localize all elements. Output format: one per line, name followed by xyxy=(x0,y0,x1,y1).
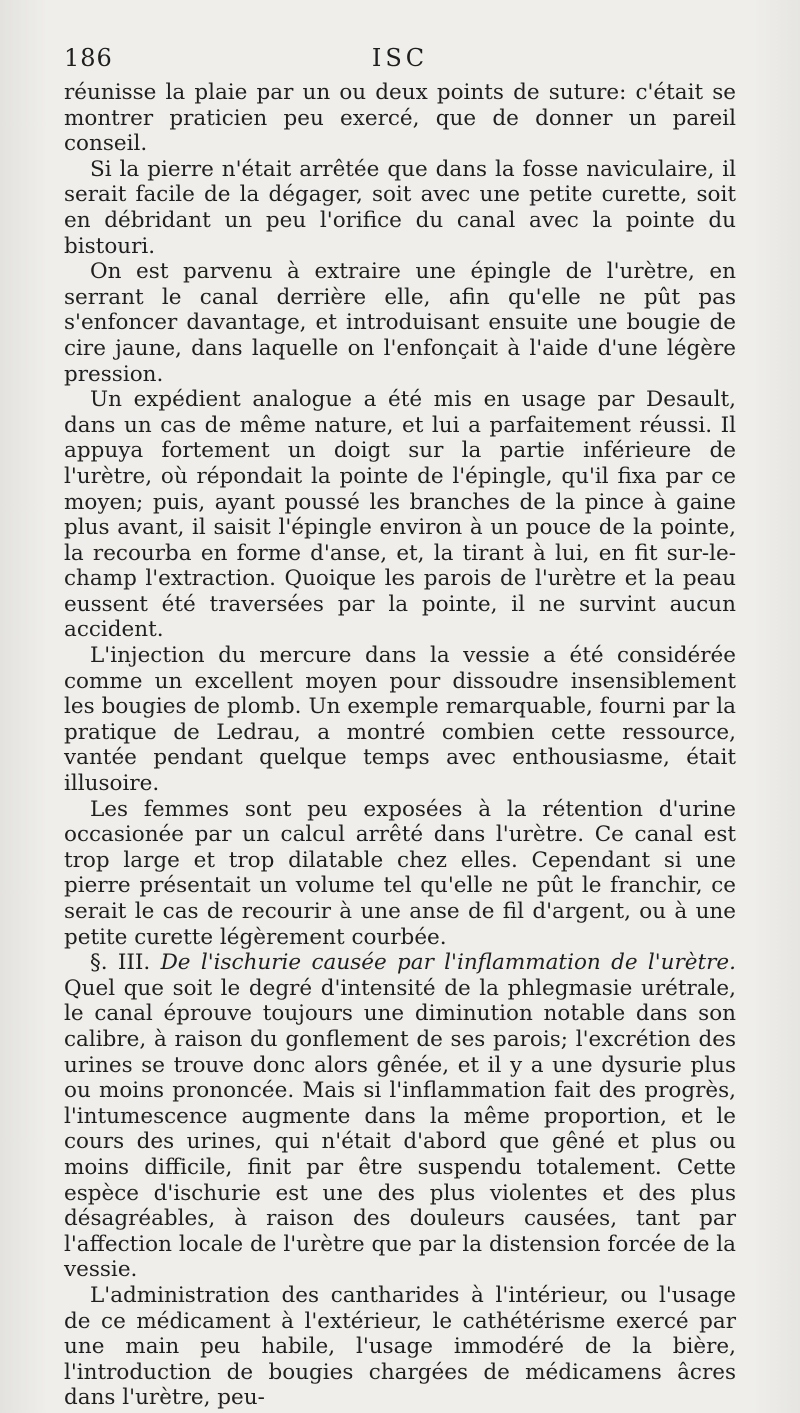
paragraph-3: On est parvenu à extraire une épingle de l'urètre, en serrant le canal derrière elle, afin qu'elle ne pût pas s'enfoncer davantage, et introduisant ensuite une bougie de cire jaune, dans laquelle on l'enfonçait à l'aide d'une légère pression. xyxy=(64,259,736,387)
page-header xyxy=(64,44,736,80)
section-number: §. III. xyxy=(90,950,151,976)
running-head: ISC xyxy=(371,44,429,72)
paragraph-6: Les femmes sont peu exposées à la rétention d'urine occasionée par un calcul arrêté dans l'urètre. Ce canal est trop large et trop dilatable chez elles. Cependant si une pierre présentait un volume tel qu'elle ne pût le franchir, ce serait le cas de recourir à une anse de fil d'argent, ou à une petite curette légèrement courbée. xyxy=(64,796,736,950)
paragraph-4: Un expédient analogue a été mis en usage par Desault, dans un cas de même nature, et lui a parfaitement réussi. Il appuya fortement un doigt sur la partie inférieure de l'urètre, où répondait la pointe de l'épingle, qu'il fixa par ce moyen; puis, ayant poussé les branches de la pince à gaine plus avant, il saisit l'épingle environ à un pouce de la pointe, la recourba en forme d'anse, et, la tirant à lui, en fit sur-le-champ l'extraction. Quoique les parois de l'urètre et la peau eussent été traversées par la pointe, il ne survint aucun accident. xyxy=(64,387,736,643)
paragraph-5: L'injection du mercure dans la vessie a été considérée comme un excellent moyen pour dissoudre insensiblement les bougies de plomb. Un exemple remarquable, fourni par la pratique de Ledrau, a montré combien cette ressource, vantée pendant quelque temps avec enthousiasme, était illusoire. xyxy=(64,643,736,797)
section-text: Quel que soit le degré d'intensité de la phlegmasie urétrale, le canal éprouve toujours une diminution notable dans son calibre, à raison du gonflement de ses parois; l'excrétion des urines se trouve donc alors gênée, et il y a une dysurie plus ou moins prononcée. Mais si l'inflammation fait des progrès, l'intumescence augmente dans la même proportion, et le cours des urines, qui n'était d'abord que gêné et plus ou moins difficile, finit par être suspendu totalement. Cette espèce d'ischurie est une des plus violentes et des plus désagréables, à raison des douleurs causées, tant par l'affection locale de l'urètre que par la distension forcée de la vessie. xyxy=(64,975,736,1283)
paragraph-1: réunisse la plaie par un ou deux points de suture: c'était se montrer praticien peu exercé, que de donner un pareil conseil. xyxy=(64,80,736,157)
section-title: De l'ischurie causée par l'inflammation de l'urètre. xyxy=(160,950,736,976)
page-number: 186 xyxy=(64,44,113,72)
section-paragraph xyxy=(64,950,736,1283)
body-text xyxy=(64,80,736,1411)
paragraph-2: Si la pierre n'était arrêtée que dans la fosse naviculaire, il serait facile de la dégager, soit avec une petite curette, soit en débridant un peu l'orifice du canal avec la pointe du bistouri. xyxy=(64,156,736,259)
paragraph-last: L'administration des cantharides à l'intérieur, ou l'usage de ce médicament à l'extérieur, le cathétérisme exercé par une main peu habile, l'usage immodéré de la bière, l'introduction de bougies chargées de médicamens âcres dans l'urètre, peu- xyxy=(64,1282,736,1411)
